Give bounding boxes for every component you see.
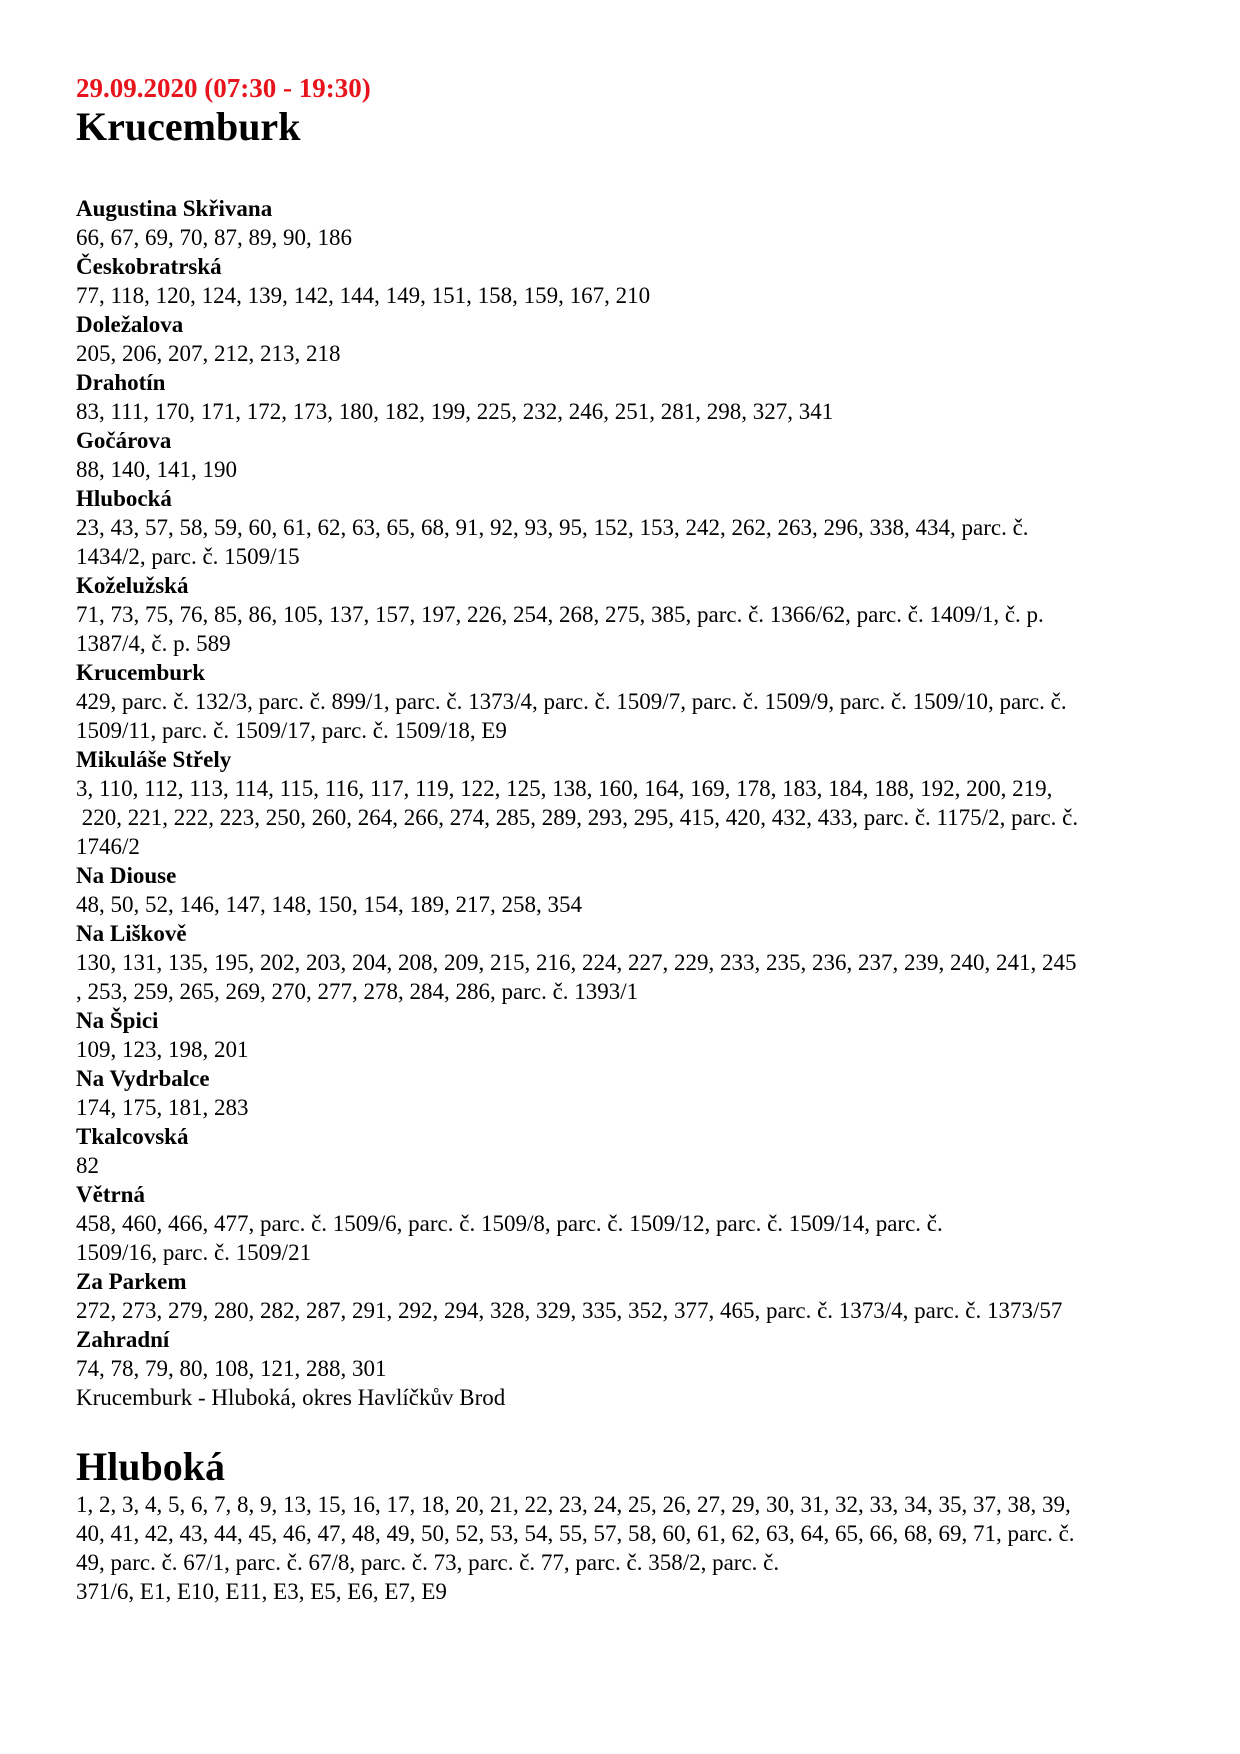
street-numbers: 74, 78, 79, 80, 108, 121, 288, 301 — [76, 1356, 387, 1381]
area-footer: Krucemburk - Hluboká, okres Havlíčkův Brod — [76, 1385, 506, 1410]
street-entry — [76, 484, 1176, 571]
street-numbers: 82 — [76, 1153, 99, 1178]
street-list — [76, 194, 1176, 1383]
street-numbers: 3, 110, 112, 113, 114, 115, 116, 117, 119, 122, 125, 138, 160, 164, 169, 178, 183, 184, 188, 192, 200, 219, 220, 221, 222, 223, 250, 260, 264, 266, 274, 285, 289, 293, 295, 415, 420, 432, 433, parc. č. 1175/2, parc. č. 1746/2 — [76, 776, 1079, 859]
street-name: Českobratrská — [76, 254, 222, 279]
street-entry — [76, 861, 1176, 919]
street-name: Na Liškově — [76, 921, 187, 946]
street-numbers: 130, 131, 135, 195, 202, 203, 204, 208, 209, 215, 216, 224, 227, 229, 233, 235, 236, 237, 239, 240, 241, 245 , 253, 259, 265, 269, 270, 277, 278, 284, 286, parc. č. 1393/1 — [76, 950, 1077, 1004]
street-numbers: 429, parc. č. 132/3, parc. č. 899/1, parc. č. 1373/4, parc. č. 1509/7, parc. č. 1509/9, parc. č. 1509/10, parc. č. 1509/11, parc. č. 1509/17, parc. č. 1509/18, E9 — [76, 689, 1067, 743]
street-name: Doležalova — [76, 312, 184, 337]
street-entry — [76, 310, 1176, 368]
street-name: Na Vydrbalce — [76, 1066, 210, 1091]
street-numbers: 48, 50, 52, 146, 147, 148, 150, 154, 189, 217, 258, 354 — [76, 892, 582, 917]
document-page — [76, 72, 1176, 1606]
street-numbers: 205, 206, 207, 212, 213, 218 — [76, 341, 341, 366]
street-numbers: 174, 175, 181, 283 — [76, 1095, 249, 1120]
street-numbers: 458, 460, 466, 477, parc. č. 1509/6, parc. č. 1509/8, parc. č. 1509/12, parc. č. 1509/14, parc. č. 1509/16, parc. č. 1509/21 — [76, 1211, 943, 1265]
street-name: Koželužská — [76, 573, 189, 598]
street-name: Větrná — [76, 1182, 145, 1207]
street-name: Na Špici — [76, 1008, 159, 1033]
street-numbers: 272, 273, 279, 280, 282, 287, 291, 292, 294, 328, 329, 335, 352, 377, 465, parc. č. 1373/4, parc. č. 1373/57 — [76, 1298, 1063, 1323]
street-numbers: 77, 118, 120, 124, 139, 142, 144, 149, 151, 158, 159, 167, 210 — [76, 283, 651, 308]
street-numbers: 109, 123, 198, 201 — [76, 1037, 249, 1062]
street-entry — [76, 1006, 1176, 1064]
street-name: Na Diouse — [76, 863, 177, 888]
street-numbers: 71, 73, 75, 76, 85, 86, 105, 137, 157, 197, 226, 254, 268, 275, 385, parc. č. 1366/62, parc. č. 1409/1, č. p. 1387/4, č. p. 589 — [76, 602, 1044, 656]
street-name: Drahotín — [76, 370, 166, 395]
street-numbers: 66, 67, 69, 70, 87, 89, 90, 186 — [76, 225, 352, 250]
section-numbers: 1, 2, 3, 4, 5, 6, 7, 8, 9, 13, 15, 16, 17, 18, 20, 21, 22, 23, 24, 25, 26, 27, 29, 30, 31, 32, 33, 34, 35, 37, 38, 39, 40, 41, 42, 43, 44, 45, 46, 47, 48, 49, 50, 52, 53, 54, 55, 57, 58, 60, 61, 62, 63, 64, 65, 66, 68, 69, 71, parc. č. 49, parc. č. 67/1, parc. č. 67/8, parc. č. 73, parc. č. 77, parc. č. 358/2, parc. č. 371/6, E1, E10, E11, E3, E5, E6, E7, E9 — [76, 1492, 1075, 1604]
street-numbers: 23, 43, 57, 58, 59, 60, 61, 62, 63, 65, 68, 91, 92, 93, 95, 152, 153, 242, 262, 263, 296, 338, 434, parc. č. 1434/2, parc. č. 1509/15 — [76, 515, 1029, 569]
street-entry — [76, 745, 1176, 861]
street-entry — [76, 368, 1176, 426]
date-range: 29.09.2020 (07:30 - 19:30) — [76, 73, 371, 103]
street-name: Tkalcovská — [76, 1124, 189, 1149]
street-entry — [76, 426, 1176, 484]
street-numbers: 83, 111, 170, 171, 172, 173, 180, 182, 199, 225, 232, 246, 251, 281, 298, 327, 341 — [76, 399, 834, 424]
street-entry — [76, 1180, 1176, 1267]
street-entry — [76, 919, 1176, 1006]
street-entry — [76, 571, 1176, 658]
street-name: Mikuláše Střely — [76, 747, 232, 772]
street-entry — [76, 1064, 1176, 1122]
street-name: Augustina Skřivana — [76, 196, 273, 221]
street-entry — [76, 1325, 1176, 1383]
street-numbers: 88, 140, 141, 190 — [76, 457, 237, 482]
street-entry — [76, 1267, 1176, 1325]
street-name: Krucemburk — [76, 660, 206, 685]
street-name: Zahradní — [76, 1327, 170, 1352]
street-entry — [76, 658, 1176, 745]
section-title: Hluboká — [76, 1444, 225, 1489]
street-name: Za Parkem — [76, 1269, 187, 1294]
street-name: Hlubocká — [76, 486, 172, 511]
street-name: Gočárova — [76, 428, 172, 453]
place-title: Krucemburk — [76, 104, 301, 149]
street-entry — [76, 194, 1176, 252]
street-entry — [76, 1122, 1176, 1180]
street-entry — [76, 252, 1176, 310]
